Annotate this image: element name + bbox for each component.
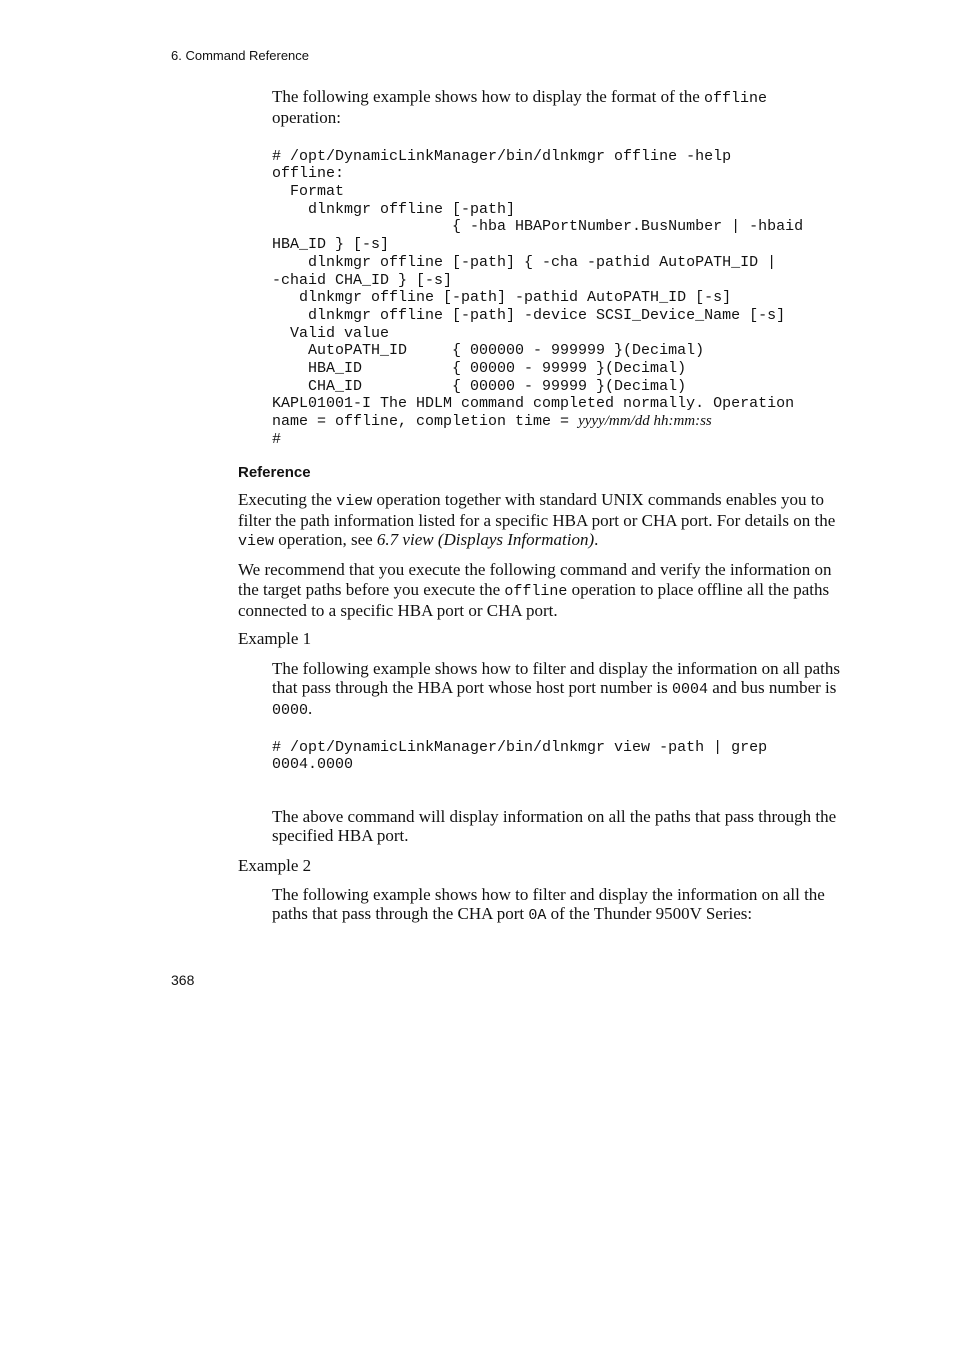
page-content: [238, 87, 840, 925]
cross-reference-link[interactable]: 6.7 view (Displays Information): [376, 530, 595, 550]
code-lines: # /opt/DynamicLinkManager/bin/dlnkmgr view -path | grep 0004.0000: [272, 738, 768, 774]
reference-paragraph-2: We recommend that you execute the following command and verify the information on the target paths before you execute the offline operation to place offline all the paths connected to a specific HBA port or CHA port.: [238, 560, 832, 621]
code-block-offline-help: [272, 148, 840, 449]
page-number: 368: [171, 972, 195, 988]
timestamp-format: yyyy/mm/dd hh:mm:ss: [578, 413, 712, 430]
code-block-view-grep: [272, 739, 840, 774]
inline-code: offline: [504, 582, 568, 600]
example-1-label: Example 1: [238, 629, 312, 649]
inline-code: view: [336, 492, 373, 510]
code-line-completion: name = offline, completion time = yyyy/mm/dd hh:mm:ss: [272, 413, 712, 431]
example-2-label: Example 2: [238, 855, 312, 875]
code-lines: # /opt/DynamicLinkManager/bin/dlnkmgr offline -help offline: Format dlnkmgr offline [-path] { -hba HBAPortNumber.BusNumber | -hbaid HBA_ID } [-s] dlnkmgr offline [-path] { -cha -pathid AutoPATH_ID | -chaid CHA_ID } [-s] dlnkmgr offline [-path] -pathid AutoPATH_ID [-s] dlnkmgr offline [-path] -device SCSI_Device_Name [-s] Valid value AutoPATH_ID { 000000 - 999999 }(Decimal) HBA_ID { 00000 - 99999 }(Decimal) CHA_ID { 00000 - 99999 }(Decimal) KAPL01001-I The HDLM command completed normally. Operation: [272, 147, 804, 413]
running-header: 6. Command Reference: [171, 48, 310, 63]
code-line-prompt: #: [272, 430, 282, 448]
intro-paragraph: The following example shows how to display the format of the offline operation:: [272, 87, 768, 128]
section-heading-reference: Reference: [238, 463, 311, 481]
example-1-description: The following example shows how to filter and display the information on all paths that pass through the HBA port whose host port number is 0004 and bus number is 0000.: [272, 658, 840, 720]
inline-code: offline: [704, 90, 768, 107]
reference-paragraph-1: Executing the view operation together with standard UNIX commands enables you to filter the path information listed for a specific HBA port or CHA port. For details on the view operation, see 6.7 view (Displays Information).: [238, 489, 836, 551]
inline-code: 0A: [528, 907, 547, 925]
inline-code: view: [238, 533, 275, 551]
inline-code: 0004: [671, 680, 708, 698]
example-2-description: The following example shows how to filter and display the information on all the paths that pass through the CHA port 0A of the Thunder 9500V Series:: [272, 884, 825, 925]
inline-code: 0000: [272, 702, 309, 720]
example-1-result: The above command will display information on all the paths that pass through the specified HBA port.: [272, 806, 837, 846]
